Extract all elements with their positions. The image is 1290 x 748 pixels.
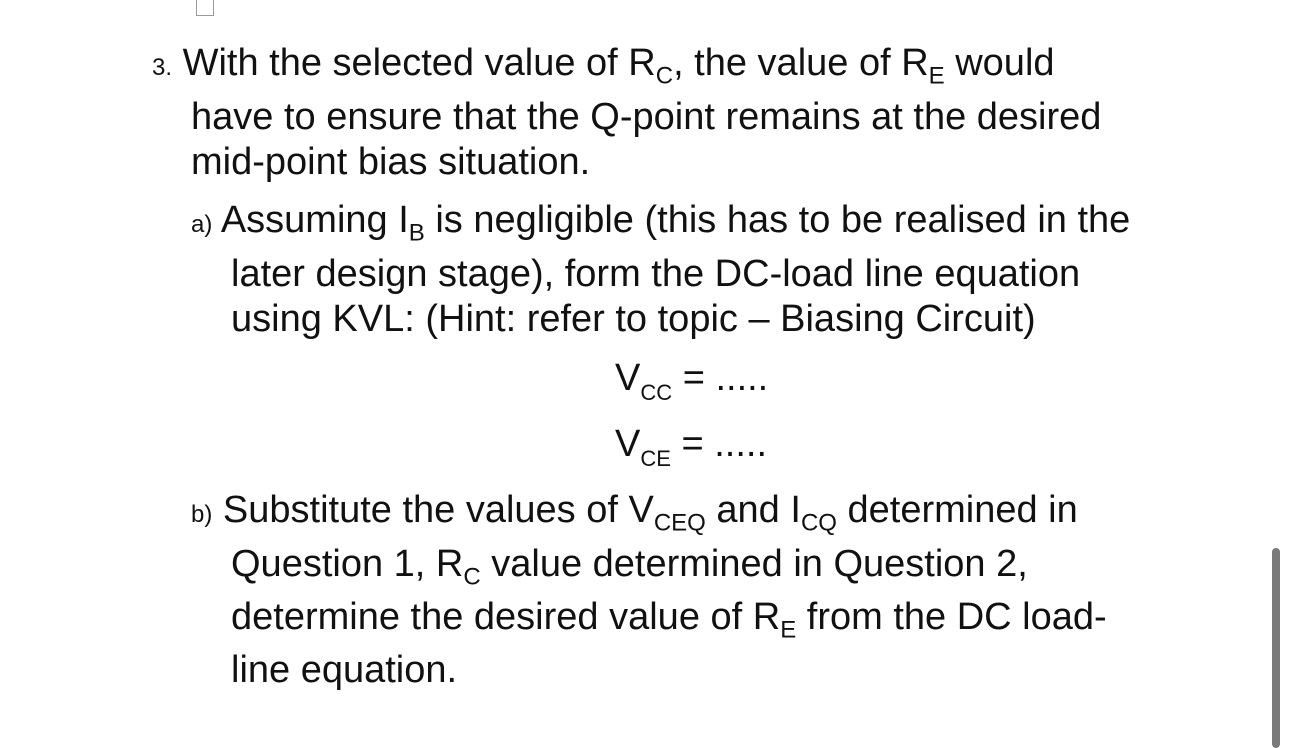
subscript: CEQ [653,509,706,537]
text: Question 1, R [231,543,464,585]
part-a-line-2: later design stage), form the DC-load line equation [231,253,1081,295]
equation-vcc [615,355,769,405]
text: and I [705,489,801,531]
subscript: E [780,616,797,644]
subscript: C [655,62,674,90]
part-a-line-1 [191,197,1130,248]
text: would [944,42,1055,84]
text: , the value of R [673,42,929,84]
text: = ..... [672,357,769,399]
text: V [615,423,641,465]
question-3-line-3: mid-point bias situation. [191,141,591,183]
subscript: C [463,563,481,591]
text: Assuming I [220,199,409,241]
subscript: CE [640,445,671,471]
text: determine the desired value of R [231,596,781,638]
subscript: CC [640,379,673,405]
text: determined in [836,489,1078,531]
text: Substitute the values of V [222,489,654,531]
part-label: b) [191,501,213,528]
part-b-line-2 [231,541,1028,591]
text: from the DC load- [796,596,1107,638]
subscript: CQ [800,509,837,537]
question-3-line-2: have to ensure that the Q-point remains at the desired [191,96,1102,138]
subscript: E [928,62,945,90]
text: V [615,357,641,399]
question-number: 3. [152,54,173,81]
text: With the selected value of R [182,42,656,84]
question-3-line-1 [152,40,1055,91]
checkbox[interactable] [196,0,214,16]
text: value determined in Question 2, [480,543,1028,585]
part-b-line-1 [191,487,1078,538]
subscript: B [408,219,425,247]
part-b-line-3 [231,594,1107,644]
part-b-line-4: line equation. [231,649,458,691]
scrollbar[interactable] [1272,548,1280,748]
part-a-line-3: using KVL: (Hint: refer to topic – Biasing Circuit) [231,298,1036,340]
text: is negligible (this has to be realised in the [424,199,1131,241]
part-label: a) [191,211,213,238]
equation-vce [615,421,768,471]
text: = ..... [670,423,768,465]
